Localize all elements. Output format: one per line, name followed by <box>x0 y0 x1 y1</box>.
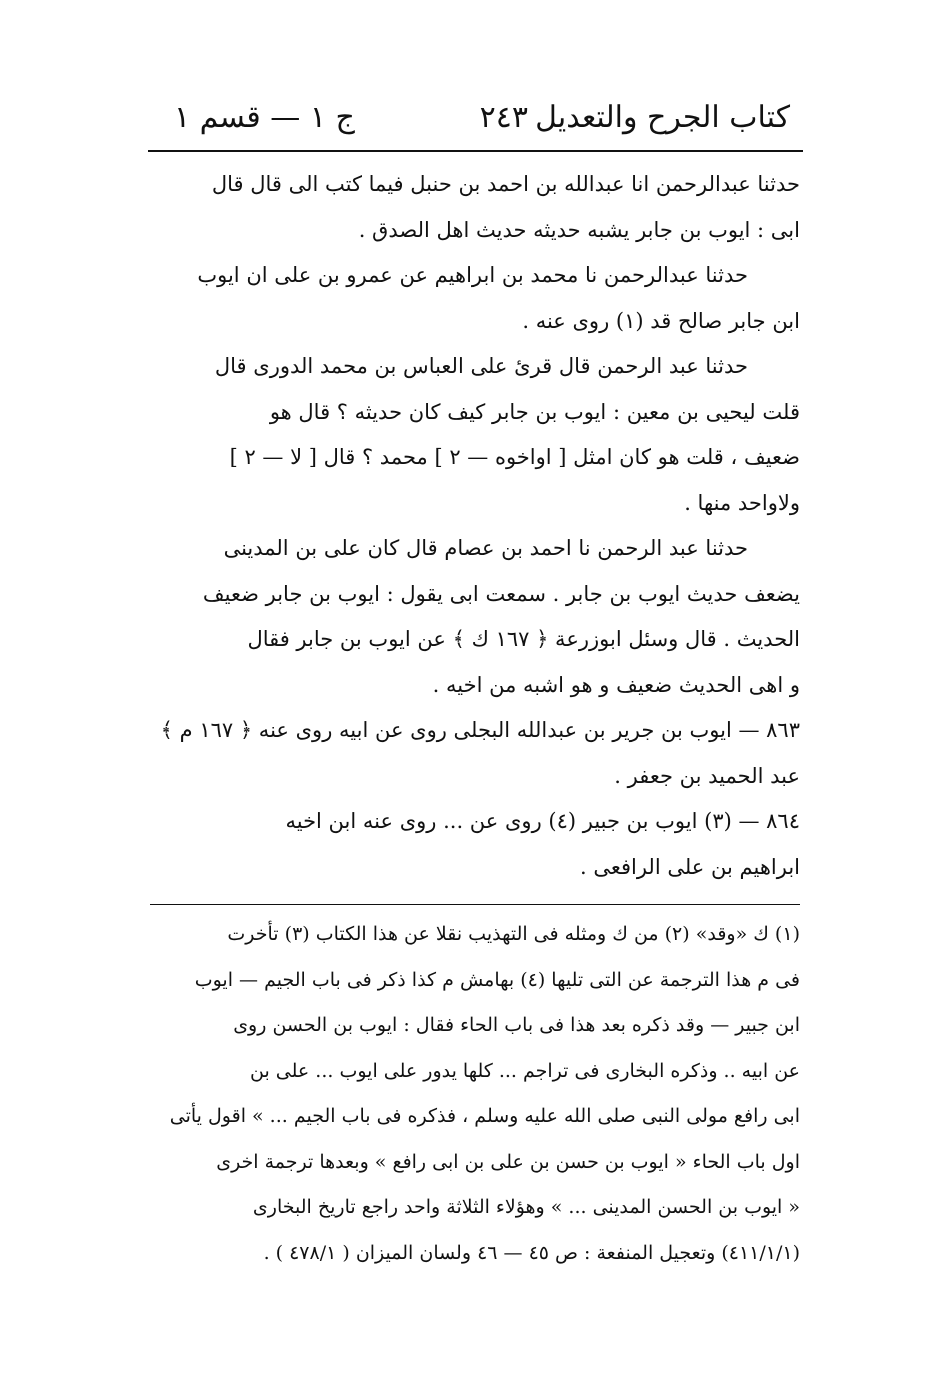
footnote-rule <box>150 904 800 905</box>
footnote-line: فى م هذا الترجمة عن التى تليها (٤) بهامش م كذا ذكر فى باب الجيم — ايوب <box>194 968 800 991</box>
text-line: ولاواحد منها . <box>684 490 800 515</box>
text-line: ابراهيم بن على الرافعى . <box>579 854 800 879</box>
running-header <box>150 92 790 152</box>
entry-heading: ٨٦٣ — ايوب بن جرير بن عبدالله البجلى روى عن ابيه روى عنه ﴿ ١٦٧ م ﴾ <box>160 718 800 742</box>
page-number: ٢٤٣ <box>479 100 528 135</box>
text-line: عبد الحميد بن جعفر . <box>614 763 800 788</box>
footnote-line: ابن جبير — وقد ذكره بعد هذا فى باب الحاء فقال : ايوب بن الحسن روى <box>233 1014 800 1036</box>
text-line: الحديث . قال وسئل ابوزرعة ﴿ ١٦٧ ك ﴾ عن ايوب بن جابر فقال <box>247 627 800 651</box>
main-text <box>150 162 800 890</box>
text-line: حدثنا عبدالرحمن نا محمد بن ابراهيم عن عمرو بن على ان ايوب <box>197 263 748 287</box>
text-line: حدثنا عبد الرحمن قال قرئ على العباس بن محمد الدورى قال <box>214 354 748 378</box>
text-line: حدثنا عبدالرحمن انا عبدالله بن احمد بن حنبل فيما كتب الى قال قال <box>211 172 800 196</box>
footnotes <box>150 912 800 1276</box>
footnote-line: ابى رافع مولى النبى صلى الله عليه وسلم ، فذكره فى باب الجيم ... » اقول يأتى <box>169 1105 800 1127</box>
footnote-line: (٤١١/١/١) وتعجيل المنفعة : ص ٤٥ — ٤٦ ولسان الميزان ( ٤٧٨/١ ) . <box>263 1241 800 1264</box>
footnote-line: « ايوب بن الحسن المدينى ... » وهؤلاء الثلاثة واحد راجع تاريخ البخارى <box>252 1196 800 1218</box>
text-line: ابى : ايوب بن جابر يشبه حديثه حديث اهل الصدق . <box>358 217 800 242</box>
text-line: و اهى الحديث ضعيف و هو اشبه من اخيه . <box>432 672 800 697</box>
footnote-line: عن ابيه .. وذكره البخارى فى تراجم ... كلها يدور على ايوب ... على بن <box>250 1059 800 1082</box>
text-line: حدثنا عبد الرحمن نا احمد بن عصام قال كان على بن المدينى <box>223 536 748 560</box>
footnote-line: (١) ك «وقد» (٢) من ك ومثله فى التهذيب نقلا عن هذا الكتاب (٣) تأخرت <box>227 923 800 945</box>
text-line: ابن جابر صالح قد (١) روى عنه . <box>522 308 800 333</box>
text-line: ضعيف ، قلت هو كان امثل [ اواخوه — ٢ ] محمد ؟ قال [ لا — ٢ ] <box>229 445 800 469</box>
volume-part: ج ١ — قسم ١ <box>174 100 355 135</box>
text-line: قلت ليحيى بن معين : ايوب بن جابر كيف كان حديثه ؟ قال هو <box>269 399 800 424</box>
footnote-line: اول باب الحاء « ايوب بن حسن بن على بن ابى رافع » وبعدها ترجمة اخرى <box>216 1150 800 1173</box>
entry-heading: ٨٦٤ — (٣) ايوب بن جبير (٤) روى عن ... روى عنه ابن اخيه <box>285 809 800 833</box>
header-rule <box>148 150 803 152</box>
book-title: كتاب الجرح والتعديل <box>535 100 790 135</box>
text-line: يضعف حديث ايوب بن جابر . سمعت ابى يقول : ايوب بن جابر ضعيف <box>202 581 800 606</box>
